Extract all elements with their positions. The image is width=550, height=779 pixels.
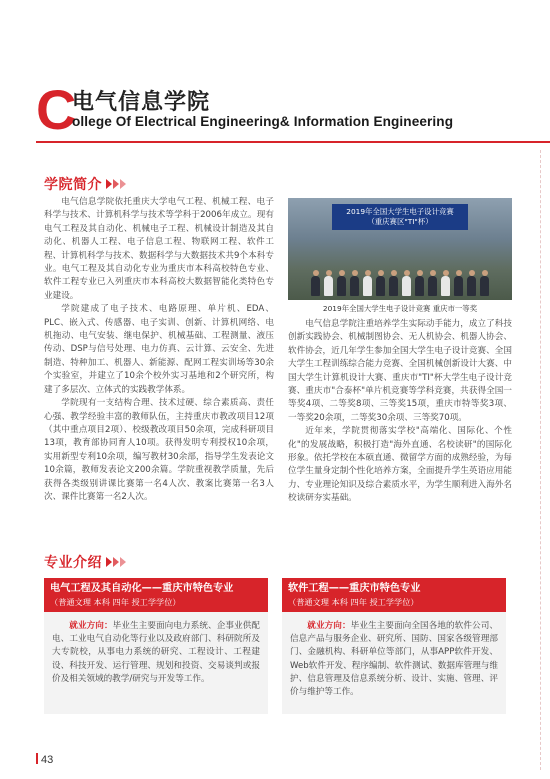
page-edge-decoration (540, 150, 544, 770)
intro-text-right (288, 318, 512, 506)
major-name: 电气工程及其自动化——重庆市特色专业 (50, 583, 234, 594)
career-label: 就业方向： (307, 621, 351, 631)
section-heading-majors (44, 552, 127, 572)
major-card-header (44, 578, 268, 612)
career-description: 毕业生主要面向电力系统、企事业供配电、工业电气自动化等行业以及政府部门、科研院所及大专院校，从事电力系统的研究、工程设计、工程建设、科技开发、运行管理、规划和投资、交易谈判或报价及相关领域的教学/研究与开发等工作。 (52, 621, 260, 684)
triple-arrow-icon (106, 179, 127, 189)
triple-arrow-icon (106, 557, 127, 567)
major-card-software (282, 578, 506, 714)
photo-banner (332, 204, 468, 230)
page-title-english: ollege Of Electrical Engineering& Information Engineering (72, 114, 454, 129)
page-title: 电气信息学院 (72, 90, 211, 115)
paragraph: 学院现有一支结构合理、技术过硬、综合素质高、责任心强、教学经验丰富的教师队伍，主持重庆市教改项目12项（其中重点项目2项）、校级教改项目50余项，完成科研项目13项，教育部协同育人10项。获得发明专利授权10余项，实用新型专利10余项，编写教材30余部，指导学生发表论文10余篇，教师发表论文200余篇。学院重视教学质量，先后获得各类级别讲课比赛第一名4人次、教案比赛第一名3人次、课件比赛第一名2人次。 (44, 398, 274, 502)
major-card-header (282, 578, 506, 612)
intro-text-left (44, 196, 274, 504)
section-heading-label: 专业介绍 (44, 555, 102, 571)
paragraph: 电气信息学院依托重庆大学电气工程、机械工程、电子科学与技术、计算机科学与技术等学科于2006年成立。现有电气工程及其自动化、机械电子工程、机械设计制造及其自动化、机器人工程、电子信息工程、物联网工程、软件工程、计算机科学与技术、数据科学与大数据技术共9个本科专业。电气工程及其自动化专业为重庆市本科高校特色专业、软件工程专业已入列重庆市本科高校大数据智能化类特色专业建设。 (44, 197, 274, 301)
page-number-bar (36, 753, 38, 764)
competition-photo (288, 198, 512, 300)
title-divider (36, 141, 550, 143)
paragraph: 学院建成了电子技术、电路原理、单片机、EDA、PLC、嵌入式、传感器、电子实训、创新、计算机网络、电机拖动、电气安装、继电保护、机械基础、工程测量、液压传动、DSP与信号处理、电力仿真、云计算、云安全、先进制造、特种加工、机器人、新能源、配网工程实训场等30余个实验室，并建立了10余个校外实习基地和2个研究所，构建了多层次、立体式的实践教学体系。 (44, 304, 274, 395)
photo-caption: 2019年全国大学生电子设计竞赛 重庆市一等奖 (322, 304, 478, 313)
section-heading-label: 学院简介 (44, 177, 102, 193)
photo-banner-line: （重庆赛区"TI"杯） (367, 217, 433, 226)
major-degree-info: （普通文理 本科 四年 授工学学位） (288, 597, 419, 607)
page-number-text: 43 (41, 754, 54, 766)
career-label: 就业方向： (69, 621, 113, 631)
major-name: 软件工程——重庆市特色专业 (288, 583, 421, 594)
section-heading-intro (44, 174, 127, 194)
title-initial-letter: C (36, 78, 77, 141)
paragraph: 近年来，学院贯彻落实学校"高端化、国际化、个性化"的发展战略，积极打造"海外直通、名校读研"的国际化形象。依托学校在本硕直通、微留学方面的成熟经验，为每位学生量身定制个性化培养方案，全面提升学生英语应用能力、专业理论知识及综合素质水平，为学生顺利进入海外名校读研夯实基础。 (288, 426, 512, 504)
career-description: 毕业生主要面向全国各地的软件公司、信息产品与服务企业、研究所、国防、国家各级管理部门、金融机构、科研单位等部门，从事APP软件开发、Web软件开发、程序编制、软件测试、数据库管理与维护、信息管理及信息系统分析、设计、实施、管理、评价与维护等工作。 (290, 621, 498, 698)
major-career-text (44, 612, 268, 686)
photo-banner-line: 2019年全国大学生电子设计竞赛 (346, 207, 454, 216)
photo-people (300, 254, 500, 296)
major-card-electrical (44, 578, 268, 714)
major-career-text (282, 612, 506, 699)
major-degree-info: （普通文理 本科 四年 授工学学位） (50, 597, 181, 607)
page-number (36, 753, 53, 766)
paragraph: 电气信息学院注重培养学生实际动手能力，成立了科技创新实践协会、机械制图协会、无人机协会、机器人协会、软件协会，近几年学生参加全国大学生电子设计竞赛、全国大学生工程训练综合能力竞赛、全国机械创新设计大赛、中国大学生计算机设计大赛、重庆市"TI"杯大学生电子设计竞赛、重庆市"合泰杯"单片机竞赛等学科竞赛，共获得全国一等奖4项、二等奖8项、三等奖15项，重庆市特等奖3项、一等奖20余项，二等奖30余项、三等奖70项。 (288, 319, 512, 423)
